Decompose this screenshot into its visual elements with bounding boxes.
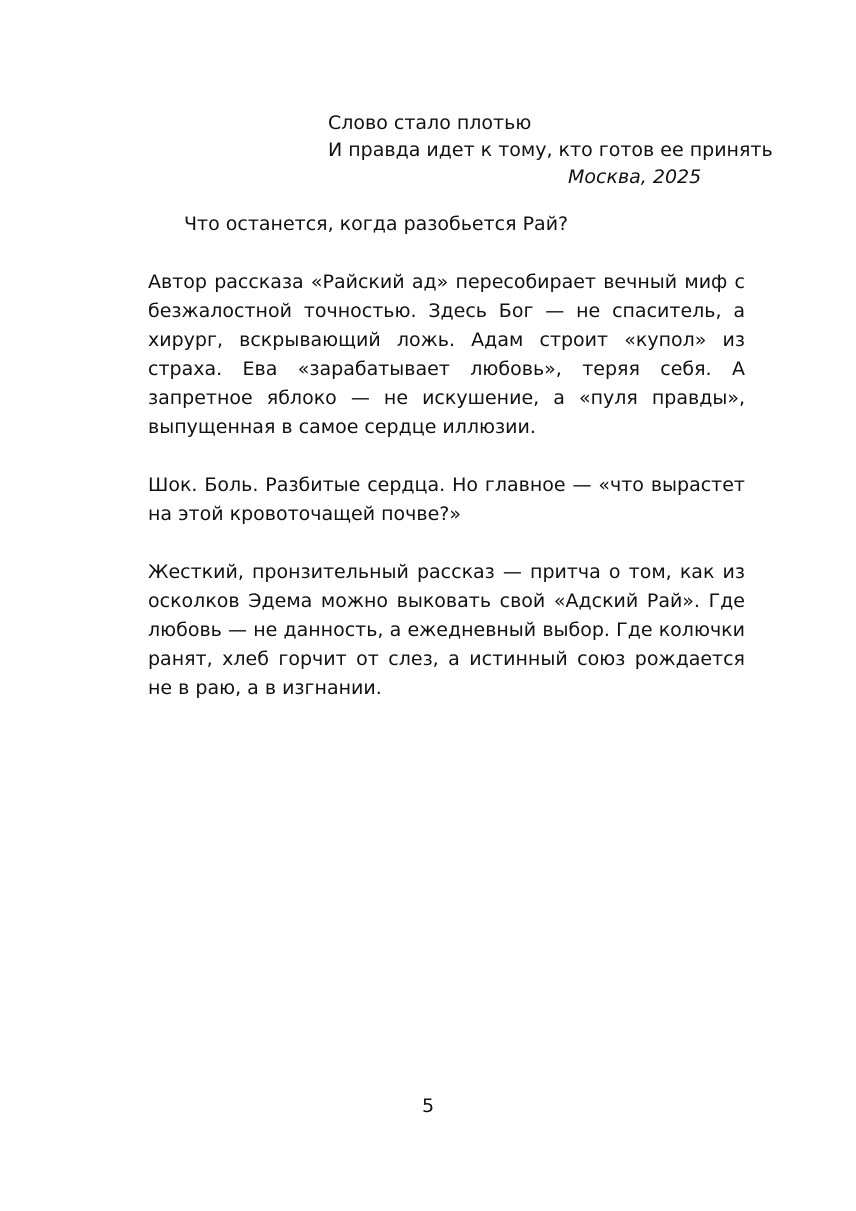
paragraph-3: Жесткий, пронзительный рассказ — притча о том, как из осколков Эдема можно выковать свой «Адский Рай». Где любовь — не данность, а ежедневный выбор. Где колючки ранят, хлеб горчит от слез, а истинный союз рождается не в раю, а в изгнании. [148, 561, 745, 699]
lead-question: Что останется, когда разобьется Рай? [184, 213, 569, 235]
main-text [148, 210, 745, 732]
paragraph-2: Шок. Боль. Разбитые сердца. Но главное — «что вырастет на этой кровоточащей почве?» [148, 474, 745, 525]
page-number: 5 [421, 1095, 435, 1117]
epigraph [328, 110, 773, 191]
epigraph-line-2: И правда идет к тому, кто готов ее принять [328, 139, 773, 161]
paragraph-1: Автор рассказа «Райский ад» пересобирает вечный миф с безжалостной точностью. Здесь Бог — не спаситель, а хирург, вскрывающий ложь. Адам строит «купол» из страха. Ева «зарабатывает любовь», теряя себя. А запретное яблоко — не искушение, а «пуля правды», выпущенная в самое сердце иллюзии. [148, 271, 745, 438]
epigraph-line-1: Слово стало плотью [328, 112, 532, 134]
epigraph-place-date: Москва, 2025 [568, 166, 702, 188]
